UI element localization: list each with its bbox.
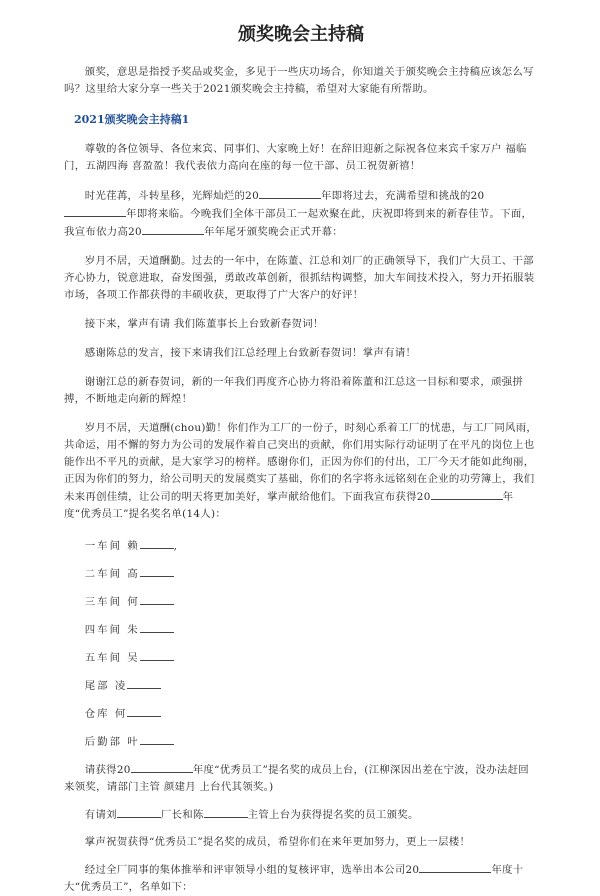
fill-blank xyxy=(140,593,174,605)
intro-paragraph: 颁奖，意思是指授予奖品或奖金，多见于一些庆功场合，你知道关于颁奖晚会主持稿应该怎么写吗？这里给大家分享一些关于2021颁奖晚会主持稿，希望对大家能有所帮助。 xyxy=(64,66,534,95)
fill-blank xyxy=(127,705,161,717)
list-item-label: 一车间 赖 xyxy=(84,540,140,552)
fill-blank xyxy=(140,649,174,661)
paragraph-nominees-onstage xyxy=(64,761,538,796)
paragraph-invite-chairman: 接下来，掌声有请 我们陈董事长上台致新春贺词！ xyxy=(84,318,324,330)
text-segment: 请获得20 xyxy=(84,764,131,776)
fill-blank xyxy=(204,806,248,818)
paragraph-review: 岁月不居，天道酬勤。过去的一年中，在陈董、江总和刘厂的正确领导下，我们广大员工、干部齐心协力，锐意进取，奋发图强，勇敢改革创新，很抓结构调整，加大车间技术投入，努力开拓服装市场，各项工作都获得的丰硕收获，更取得了广大客户的好评！ xyxy=(64,255,535,301)
fill-blank xyxy=(117,806,161,818)
list-item xyxy=(64,593,538,611)
text-segment: 年度“优秀员工”提名奖名单(14人)： xyxy=(64,491,514,520)
paragraph-greeting: 尊敬的各位领导、各位来宾、同事们、大家晚上好！在辞旧迎新之际祝各位来宾千家万户 福临门，五湖四海 喜盈盈！我代表依力高向在座的每一位干部、员工祝贺新禧！ xyxy=(64,143,527,172)
fill-blank xyxy=(431,488,503,500)
text-segment: 岁月不居，天道酬(chou)勤！你们作为工厂的一份子，时刻心系着工厂的忧患，与工厂同风雨，共命运，用不懈的努力为公司的发展作着自己突出的贡献，你们用实际行动证明了在平凡的岗位上也能作出不平凡的贡献，是大家学习的榜样。感谢你们，正因为你们的付出，工厂今天才能如此绚丽，正因为你们的努力，给公司明天的发展奠实了基础，你们的名字将永远铭刻在企业的功劳簿上，我们未来再创佳绩，让公司的明天将更加美好，掌声献给他们。下面我宣布获得20 xyxy=(64,422,538,503)
document-title: 颁奖晚会主持稿 xyxy=(238,24,364,45)
text-segment: 时光荏苒，斗转星移，光辉灿烂的20 xyxy=(84,190,259,202)
fill-blank xyxy=(127,677,161,689)
section-heading: 2021颁奖晚会主持稿1 xyxy=(74,113,190,126)
paragraph-tribute xyxy=(64,420,538,523)
list-item-label: 二车间 高 xyxy=(84,568,140,580)
fill-blank xyxy=(419,861,491,873)
fill-blank xyxy=(64,205,126,217)
list-item xyxy=(64,705,538,723)
paragraph-opening xyxy=(64,187,538,241)
text-segment: 年年尾牙颁奖晚会正式开幕： xyxy=(203,226,343,238)
paragraph-top-ten xyxy=(64,861,538,896)
list-item xyxy=(64,649,538,667)
list-item: 一车间 赖 , xyxy=(64,537,538,555)
fill-blank xyxy=(140,565,174,577)
list-item xyxy=(64,621,538,639)
text-segment: 厂长和陈 xyxy=(160,809,204,821)
paragraph-invite-gm: 感谢陈总的发言，接下来请我们江总经理上台致新春贺词！掌声有请！ xyxy=(84,347,417,359)
list-item xyxy=(64,677,538,695)
fill-blank xyxy=(140,537,174,549)
nominee-list xyxy=(64,537,538,751)
list-item-label: 后勤部 叶 xyxy=(84,736,140,748)
list-item-label: 仓库 何 xyxy=(84,708,128,720)
paragraph-congrats: 掌声祝贺获得“优秀员工”提名奖的成员，希望你们在来年更加努力，更上一层楼！ xyxy=(84,836,471,848)
list-item-label: 尾部 凌 xyxy=(84,680,128,692)
fill-blank xyxy=(140,733,174,745)
fill-blank xyxy=(259,187,321,199)
text-segment: 年即将来临。今晚我们全体干部员工一起欢聚在此，庆祝即将到来的新春佳节。下面，我宣布依力高20 xyxy=(64,208,533,238)
list-item-label: 三车间 何 xyxy=(84,596,140,608)
fill-blank xyxy=(142,223,204,235)
fill-blank xyxy=(140,621,174,633)
text-segment: 有请刘 xyxy=(84,809,117,821)
list-item xyxy=(64,733,538,751)
text-segment: 年度“优秀员工”提名奖的成员上台，(江柳深因出差在宁波，没办法赶回来领奖，请部门主管 颜建月 上台代其领奖。) xyxy=(64,764,529,793)
text-segment: 经过全厂同事的集体推举和评审领导小组的复核评审，选举出本公司20 xyxy=(84,864,420,876)
paragraph-thanks: 谢谢江总的新春贺词，新的一年我们再度齐心协力将沿着陈董和江总这一目标和要求，顽强拼搏，不断地走向新的辉煌！ xyxy=(64,376,524,405)
text-segment: 年即将过去，充满希望和挑战的20 xyxy=(320,190,485,202)
text-segment: 年度十大“优秀员工”，名单如下： xyxy=(64,864,524,893)
fill-blank xyxy=(131,761,193,773)
list-item-label: 四车间 朱 xyxy=(84,624,140,636)
list-item xyxy=(64,565,538,583)
paragraph-presenters xyxy=(64,806,538,824)
text-segment: 主管上台为获得提名奖的员工颁奖。 xyxy=(247,809,419,821)
list-item-label: 五车间 吴 xyxy=(84,652,140,664)
